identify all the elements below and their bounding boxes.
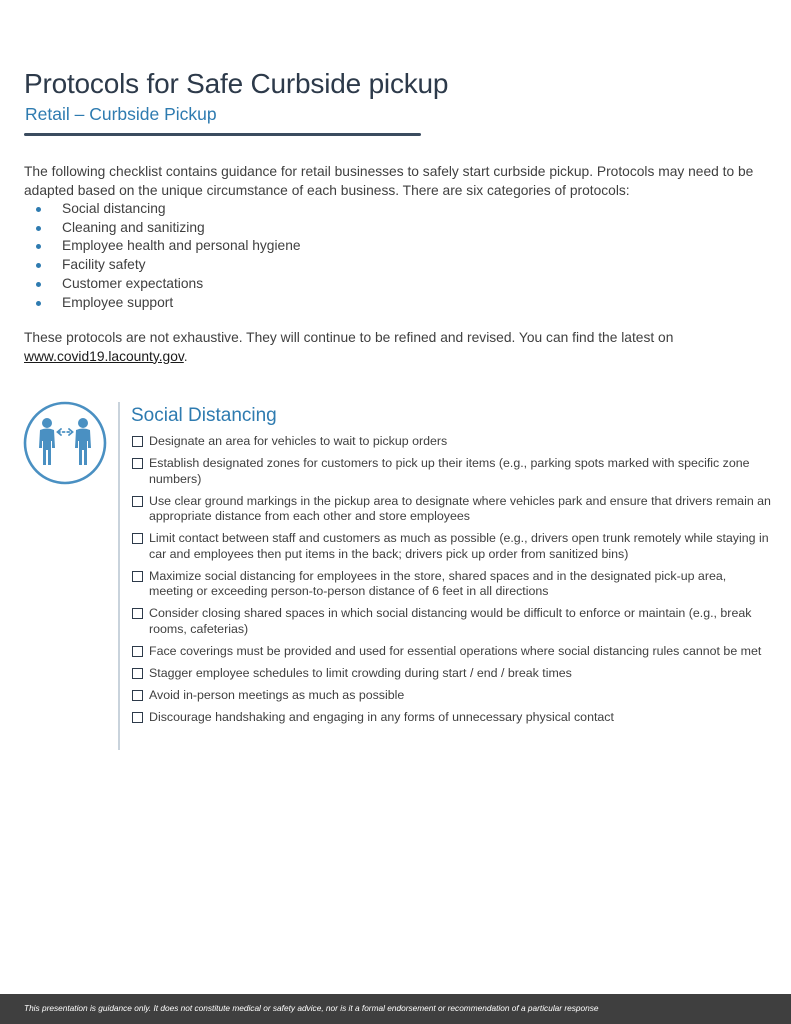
checkbox[interactable] <box>132 646 143 657</box>
checklist-item <box>131 456 771 487</box>
bullet-icon <box>36 207 41 212</box>
list-item <box>36 219 301 238</box>
categories-list <box>36 200 301 312</box>
section-title: Social Distancing <box>131 405 277 426</box>
bullet-icon <box>36 282 41 287</box>
checkbox[interactable] <box>132 496 143 507</box>
checklist-item-text: Avoid in-person meetings as much as possible <box>149 687 405 702</box>
list-item <box>36 200 301 219</box>
intro-paragraph: The following checklist contains guidance for retail businesses to safely start curbside pickup. Protocols may need to be adapted based on the unique circumstance of each business. There are six categories of protocols: <box>24 164 754 198</box>
checklist-item <box>131 569 771 600</box>
closing-text: These protocols are not exhaustive. They will continue to be refined and revised. You can find the latest on <box>24 330 674 345</box>
bullet-icon <box>36 263 41 268</box>
social-distancing-checklist <box>131 434 771 732</box>
closing-paragraph <box>24 329 776 366</box>
section-divider <box>118 402 120 750</box>
footer-disclaimer: This presentation is guidance only. It does not constitute medical or safety advice, nor is it a formal endorsement or recommendation of a particular response <box>24 1003 599 1013</box>
checklist-item <box>131 710 771 726</box>
checklist-item-text: Stagger employee schedules to limit crowding during start / end / break times <box>149 665 572 680</box>
page-title: Protocols for Safe Curbside pickup <box>24 68 449 99</box>
category-label: Cleaning and sanitizing <box>62 219 205 235</box>
checklist-item-text: Use clear ground markings in the pickup area to designate where vehicles park and ensure that drivers remain an appropriate distance from each other and store employees <box>149 493 771 523</box>
checklist-item <box>131 644 771 660</box>
checkbox[interactable] <box>132 668 143 679</box>
list-item <box>36 275 301 294</box>
list-item <box>36 294 301 313</box>
checkbox[interactable] <box>132 690 143 701</box>
checklist-item <box>131 434 771 450</box>
checklist-item-text: Face coverings must be provided and used for essential operations where social distancing rules cannot be met <box>149 643 762 658</box>
checklist-item <box>131 494 771 525</box>
title-divider <box>24 133 421 136</box>
checklist-item-text: Maximize social distancing for employees in the store, shared spaces and in the designated pick-up area, meeting or exceeding person-to-person distance of 6 feet in all directions <box>149 568 727 598</box>
category-label: Facility safety <box>62 257 146 273</box>
category-label: Employee health and personal hygiene <box>62 238 301 254</box>
bullet-icon <box>36 301 41 306</box>
checklist-item-text: Establish designated zones for customers to pick up their items (e.g., parking spots marked with specific zone numbers) <box>149 456 750 486</box>
checkbox[interactable] <box>132 436 143 447</box>
category-label: Customer expectations <box>62 275 204 291</box>
checklist-item <box>131 688 771 704</box>
checklist-item <box>131 606 771 637</box>
category-label: Employee support <box>62 294 174 310</box>
checklist-item-text: Discourage handshaking and engaging in any forms of unnecessary physical contact <box>149 709 614 724</box>
checkbox[interactable] <box>132 533 143 544</box>
category-label: Social distancing <box>62 201 166 216</box>
social-distancing-icon <box>23 401 107 485</box>
checkbox[interactable] <box>132 608 143 619</box>
checkbox[interactable] <box>132 571 143 582</box>
list-item <box>36 237 301 256</box>
checklist-item-text: Consider closing shared spaces in which social distancing would be difficult to enforce or maintain (e.g., break rooms, cafeterias) <box>149 606 752 636</box>
checklist-item-text: Limit contact between staff and customers as much as possible (e.g., drivers open trunk remotely while staying in car and employees then put items in the back; drivers pick up order from sanitized bins) <box>149 531 769 561</box>
checklist-item <box>131 666 771 682</box>
checklist-item <box>131 531 771 562</box>
checkbox[interactable] <box>132 712 143 723</box>
checklist-item-text: Designate an area for vehicles to wait to pickup orders <box>149 434 448 448</box>
page-subtitle: Retail – Curbside Pickup <box>25 104 217 124</box>
list-item <box>36 256 301 275</box>
lacounty-link[interactable]: www.covid19.lacounty.gov <box>24 348 184 364</box>
closing-suffix: . <box>183 348 188 364</box>
bullet-icon <box>36 244 41 249</box>
bullet-icon <box>36 226 41 231</box>
checkbox[interactable] <box>132 458 143 469</box>
footer-bar <box>0 994 791 1024</box>
